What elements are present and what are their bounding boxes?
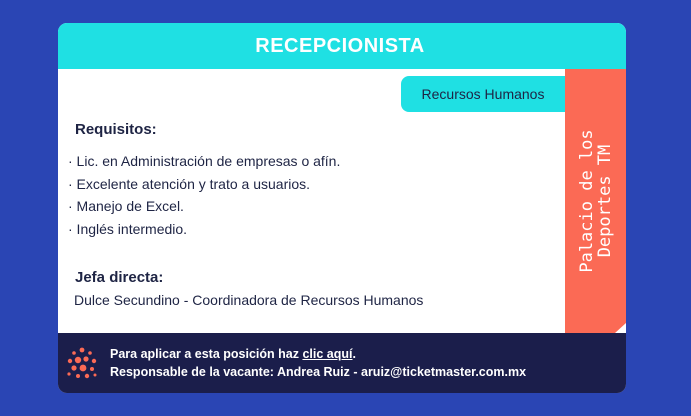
boss-name: Dulce Secundino - Coordinadora de Recursos Humanos: [74, 292, 424, 308]
card-header: [58, 23, 626, 69]
apply-prefix: Para aplicar a esta posición haz: [110, 347, 303, 361]
venue-name-line1: Palacio de los: [576, 129, 597, 273]
venue-name-line2: Deportes TM: [594, 144, 615, 258]
apply-link[interactable]: clic aquí: [302, 347, 353, 361]
job-card: [58, 23, 626, 393]
requirement-item: · Excelente atención y trato a usuarios.: [68, 175, 311, 192]
department-label: Recursos Humanos: [421, 86, 545, 102]
requirements-heading: Requisitos:: [75, 121, 157, 138]
apply-line: [110, 345, 526, 363]
venue-side-band: [565, 69, 626, 333]
apply-suffix: .: [352, 347, 356, 361]
sparkle-dots-icon: [64, 345, 100, 381]
boss-heading: Jefa directa:: [75, 269, 164, 286]
job-title: RECEPCIONISTA: [255, 34, 425, 57]
requirement-item: · Manejo de Excel.: [68, 198, 184, 214]
corner-fold: [615, 323, 626, 333]
requirement-item: · Lic. en Administración de empresas o afín.: [68, 153, 341, 169]
card-footer: [58, 333, 626, 393]
venue-name: [578, 129, 614, 272]
contact-line: Responsable de la vacante: Andrea Ruiz - aruiz@ticketmaster.com.mx: [110, 365, 527, 379]
footer-text: [110, 345, 526, 381]
requirement-item: · Inglés intermedio.: [68, 220, 188, 237]
department-tag: [401, 76, 565, 112]
requirements-list: [68, 150, 340, 240]
